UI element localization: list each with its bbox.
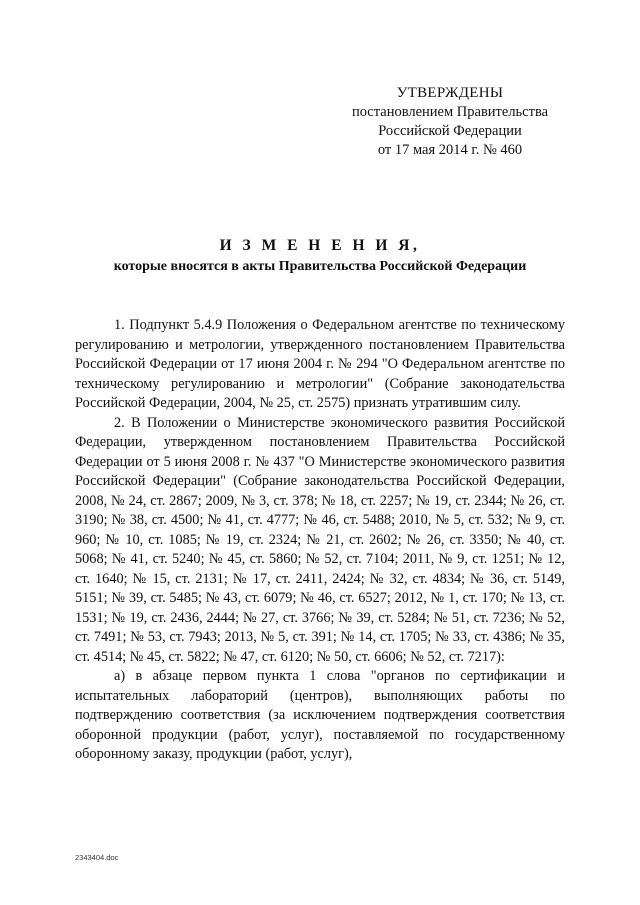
approval-stamp: УТВЕРЖДЕНЫ xyxy=(396,85,504,101)
approval-block xyxy=(330,84,570,160)
paragraph-subitem-a: а) в абзаце первом пункта 1 слова "органов по сертификации и испытательных лабораторий (центров), выполняющих работы по подтверждению соответствия (за исключением подтверждения соответствия оборонной продукции (работ, услуг), поставляемой по государственному оборонному заказу, продукции (работ, услуг), xyxy=(75,668,565,762)
document-body xyxy=(75,316,565,765)
document-subtitle: которые вносятся в акты Правительства Российской Федерации xyxy=(113,259,527,274)
document-title: И З М Е Н Е Н И Я, xyxy=(219,237,421,254)
approval-line-1: постановлением Правительства xyxy=(351,104,549,120)
document-heading xyxy=(0,236,640,277)
paragraph-item-1: 1. Подпункт 5.4.9 Положения о Федеральном агентстве по техническому регулированию и метрологии, утвержденного постановлением Правительства Российской Федерации от 17 июня 2004 г. № 294 "О Федеральном агентстве по техническому регулированию и метрологии" (Собрание законодательства Российской Федерации, 2004, № 25, ст. 2575) признать утратившим силу. xyxy=(75,317,565,411)
approval-line-3: от 17 мая 2014 г. № 460 xyxy=(377,142,523,158)
document-file-code: 2343404.doc xyxy=(75,853,119,862)
paragraph-item-2: 2. В Положении о Министерстве экономического развития Российской Федерации, утвержденном постановлением Правительства Российской Федерации от 5 июня 2008 г. № 437 "О Министерстве экономического развития Российской Федерации" (Собрание законодательства Российской Федерации, 2008, № 24, ст. 2867; 2009, № 3, ст. 378; № 18, ст. 2257; № 19, ст. 2344; № 26, ст. 3190; № 38, ст. 4500; № 41, ст. 4777; № 46, ст. 5488; 2010, № 5, ст. 532; № 9, ст. 960; № 10, ст. 1085; № 19, ст. 2324; № 21, ст. 2602; № 26, ст. 3350; № 40, ст. 5068; № 41, ст. 5240; № 45, ст. 5860; № 52, ст. 7104; 2011, № 9, ст. 1251; № 12, ст. 1640; № 15, ст. 2131; № 17, ст. 2411, 2424; № 32, ст. 4834; № 36, ст. 5149, 5151; № 39, ст. 5485; № 43, ст. 6079; № 46, ст. 6527; 2012, № 1, ст. 170; № 13, ст. 1531; № 19, ст. 2436, 2444; № 27, ст. 3766; № 39, ст. 5284; № 51, ст. 7236; № 52, ст. 7491; № 53, ст. 7943; 2013, № 5, ст. 391; № 14, ст. 1705; № 33, ст. 4386; № 35, ст. 4514; № 45, ст. 5822; № 47, ст. 6120; № 50, ст. 6606; № 52, ст. 7217): xyxy=(75,414,565,665)
approval-line-2: Российской Федерации xyxy=(378,123,522,139)
